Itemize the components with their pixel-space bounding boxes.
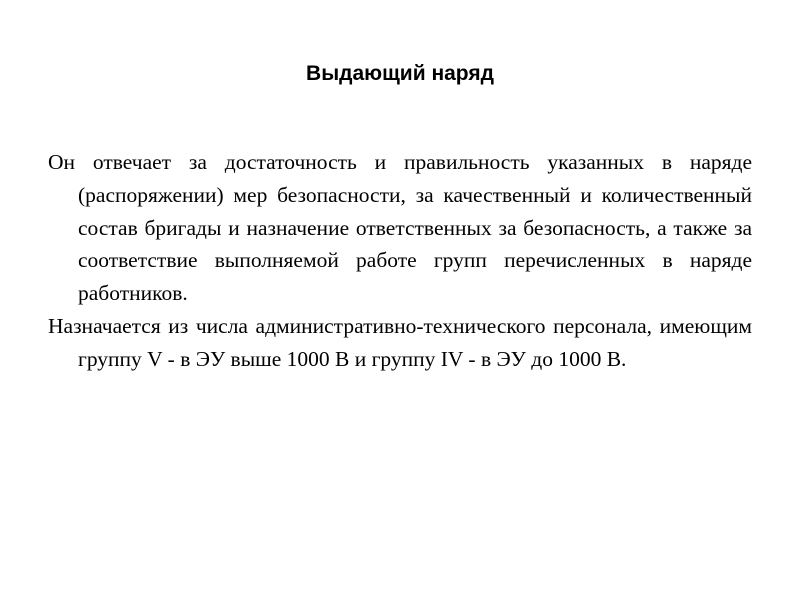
paragraph-responsibilities: Он отвечает за достаточность и правильность указанных в наряде (распоряжении) мер безопасности, за качественный и количественный состав бригады и назначение ответственных за безопасность, а также за соответствие выполняемой работе групп перечисленных в наряде работников. <box>48 150 752 306</box>
slide-body <box>48 146 752 376</box>
paragraph-appointment: Назначается из числа административно-технического персонала, имеющим группу V - в ЭУ выше 1000 В и группу IV - в ЭУ до 1000 В. <box>48 313 752 371</box>
slide-title: Выдающий наряд <box>306 62 494 85</box>
